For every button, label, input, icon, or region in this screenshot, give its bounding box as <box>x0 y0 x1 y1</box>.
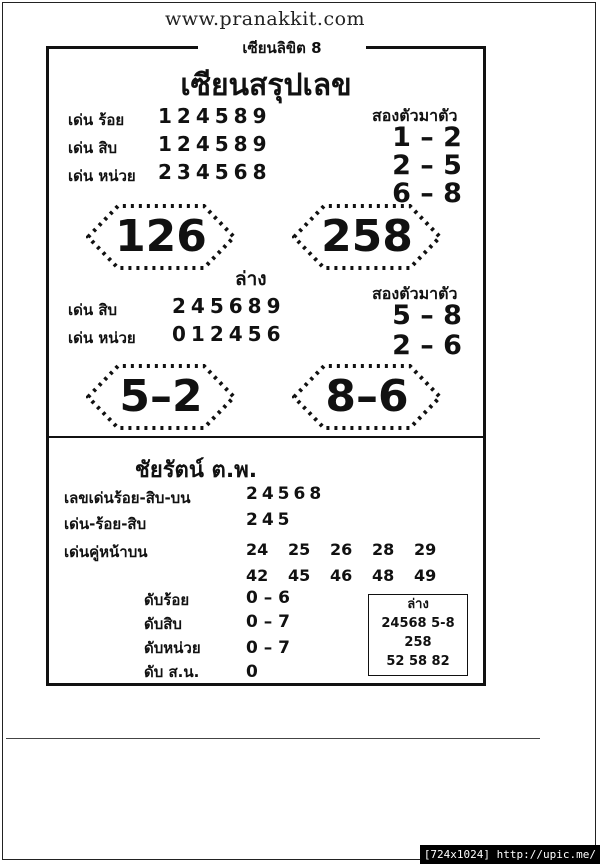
pair-number: 49 <box>414 566 437 585</box>
highlight-badge <box>86 362 236 432</box>
image-host-footer[interactable]: [724x1024] http://upic.me/ <box>420 845 600 864</box>
section2-title: ชัยรัตน์ ต.พ. <box>134 458 258 483</box>
lower-label: ล่าง <box>235 268 267 290</box>
pair-number: 25 <box>288 540 311 559</box>
highlight-badge <box>86 202 236 272</box>
pair-number: 42 <box>246 566 269 585</box>
lower-summary-line: 52 58 82 <box>386 654 450 669</box>
row-digits-tens: 124589 <box>158 132 272 156</box>
lower-summary-line: 258 <box>404 635 432 650</box>
lower-row-label-tens: เด่น สิบ <box>68 301 118 319</box>
section-divider <box>46 436 486 438</box>
pair-number: 24 <box>246 540 269 559</box>
dub-value: 0 – 7 <box>246 638 290 658</box>
lower-row-digits-tens: 245689 <box>172 294 286 318</box>
pair-number: 28 <box>372 540 395 559</box>
lower-summary-line: 24568 5-8 <box>381 616 455 631</box>
highlight-badge <box>292 362 442 432</box>
lower-summary-title: ล่าง <box>407 597 429 612</box>
highlight-number: 126 <box>115 211 207 262</box>
front-pairs-line-1 <box>246 540 456 559</box>
dub-label: ดับหน่วย <box>144 639 201 657</box>
dub-value: 0 <box>246 662 258 682</box>
s2-label-hundreds-tens: เด่น-ร้อย-สิบ <box>64 515 147 533</box>
pair-number: 45 <box>288 566 311 585</box>
lower-pairs-heading: สองตัวมาตัว <box>372 284 458 303</box>
lower-pair: 5 – 8 <box>392 300 462 331</box>
row-digits-hundreds: 124589 <box>158 104 272 128</box>
s2-value-hundreds-tens: 245 <box>246 510 294 530</box>
row-digits-units: 234568 <box>158 160 272 184</box>
subtitle: เซียนลิขิต 8 <box>198 36 366 60</box>
dub-value: 0 – 7 <box>246 612 290 632</box>
upper-pair: 6 – 8 <box>392 178 462 209</box>
lower-row-label-units: เด่น หน่วย <box>68 329 136 347</box>
dub-label: ดับร้อย <box>144 591 190 609</box>
page-title: เซียนสรุปเลข <box>180 68 352 103</box>
site-url[interactable]: www.pranakkit.com <box>164 8 366 30</box>
s2-label-front-pairs: เด่นคู่หน้าบน <box>64 543 148 561</box>
paper-edge-line <box>6 738 540 739</box>
front-pairs-line-2 <box>246 566 456 585</box>
pair-number: 46 <box>330 566 353 585</box>
s2-label-main: เลขเด่นร้อย-สิบ-บน <box>64 489 191 507</box>
s2-value-main: 24568 <box>246 484 326 504</box>
lower-pair: 2 – 6 <box>392 330 462 361</box>
row-label-units: เด่น หน่วย <box>68 167 136 185</box>
upper-pairs-heading: สองตัวมาตัว <box>372 106 458 125</box>
row-label-hundreds: เด่น ร้อย <box>68 111 125 129</box>
lower-summary-box <box>368 594 468 676</box>
dub-label: ดับสิบ <box>144 615 182 633</box>
highlight-number: 258 <box>321 211 413 262</box>
highlight-badge <box>292 202 442 272</box>
upper-pair: 1 – 2 <box>392 122 462 153</box>
dub-value: 0 – 6 <box>246 588 290 608</box>
highlight-number: 8–6 <box>325 371 409 422</box>
upper-pair: 2 – 5 <box>392 150 462 181</box>
pair-number: 29 <box>414 540 437 559</box>
pair-number: 26 <box>330 540 353 559</box>
row-label-tens: เด่น สิบ <box>68 139 118 157</box>
highlight-number: 5–2 <box>119 371 203 422</box>
dub-label: ดับ ส.น. <box>144 663 200 681</box>
lower-row-digits-units: 012456 <box>172 322 286 346</box>
pair-number: 48 <box>372 566 395 585</box>
